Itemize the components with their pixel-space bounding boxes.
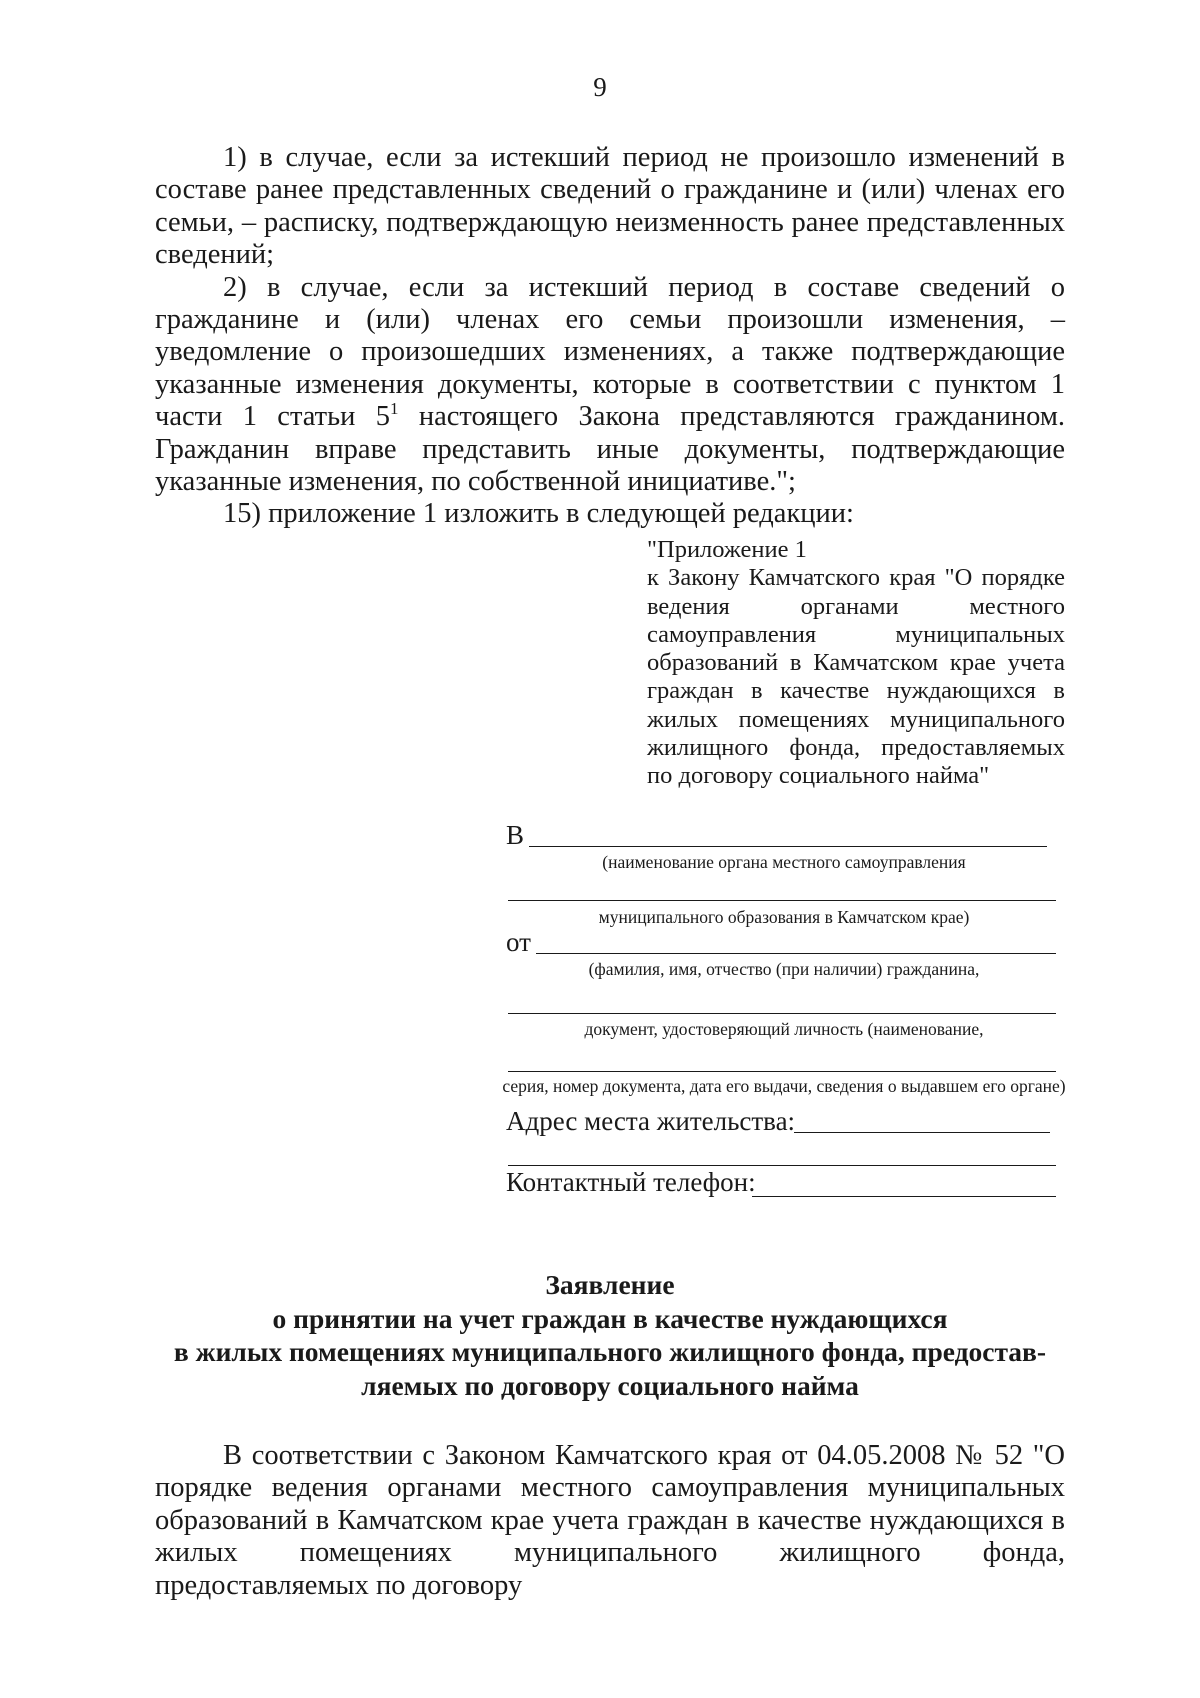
identity-doc-field-line-1[interactable]	[508, 1013, 1056, 1014]
item-2-text: 2) в случае, если за истекший период в составе сведений о гражданине и (или) членах его семьи произошли изменения, – уведомление о произошедших изменениях, а также подтверждающие указанные изменения документы, которые в соответствии с пунктом 1 части 1 статьи 5	[155, 271, 1065, 433]
identity-doc-hint: документ, удостоверяющий личность (наименование,	[584, 1019, 984, 1039]
application-title	[150, 1268, 1070, 1402]
address-field-line-1[interactable]	[794, 1132, 1050, 1133]
appendix-law-reference: к Закону Камчатского края "О порядке ведения органами местного самоуправления муниципальных образований в Камчатском крае учета граждан в качестве нуждающихся в жилых помещениях муниципального жилищного фонда, предоставляемых по договору социального найма"	[647, 564, 1065, 790]
title-line-1: Заявление	[545, 1269, 675, 1300]
amendment-text	[155, 142, 1065, 531]
from-label: от	[506, 927, 531, 957]
org-name-hint-2: муниципального образования в Камчатском крае)	[598, 907, 970, 927]
item-15-paragraph: 15) приложение 1 изложить в следующей редакции:	[223, 498, 854, 530]
title-line-2: о принятии на учет граждан в качестве нуждающихся	[272, 1302, 948, 1334]
identity-doc-hint-2: серия, номер документа, дата его выдачи, сведения о выдавшем его органе)	[502, 1076, 1066, 1096]
address-field-line-2[interactable]	[508, 1165, 1056, 1166]
applicant-name-hint: (фамилия, имя, отчество (при наличии) гражданина,	[588, 959, 980, 979]
applicant-name-field-line[interactable]	[536, 953, 1056, 954]
title-line-3: в жилых помещениях муниципального жилищного фонда, предостав-	[173, 1336, 1047, 1367]
application-paragraph: В соответствии с Законом Камчатского края от 04.05.2008 № 52 "О порядке ведения органами местного самоуправления муниципальных образований в Камчатском крае учета граждан в качестве нуждающихся в жилых помещениях муниципального жилищного фонда, предоставляемых по договору	[155, 1440, 1065, 1601]
org-name-field-line-1[interactable]	[529, 846, 1047, 847]
phone-field-line[interactable]	[752, 1196, 1056, 1197]
item-1-paragraph: 1) в случае, если за истекший период не произошло изменений в составе ранее представленных сведений о гражданине и (или) членах его семьи, – расписку, подтверждающую неизменность ранее представленных сведений;	[155, 142, 1065, 271]
appendix-heading: "Приложение 1	[647, 536, 807, 563]
phone-label: Контактный телефон:	[506, 1167, 756, 1197]
application-body	[155, 1440, 1065, 1602]
item-2-text-cont: настоящего Закона представляются гражданином. Гражданин вправе представить иные документы, подтверждающие указанные изменения, по собственной инициативе.";	[155, 401, 1065, 498]
org-name-field-line-2[interactable]	[508, 900, 1056, 901]
to-label: В	[506, 820, 525, 850]
address-label: Адрес места жительства:	[506, 1106, 796, 1136]
title-line-4: ляемых по договору социального найма	[361, 1369, 859, 1401]
org-name-hint-1: (наименование органа местного самоуправления	[602, 852, 966, 872]
appendix-header	[647, 536, 1065, 791]
identity-doc-field-line-2[interactable]	[508, 1071, 1056, 1072]
item-2-paragraph	[155, 272, 1065, 499]
page-number: 9	[593, 72, 607, 102]
article-superscript: 1	[389, 399, 399, 419]
